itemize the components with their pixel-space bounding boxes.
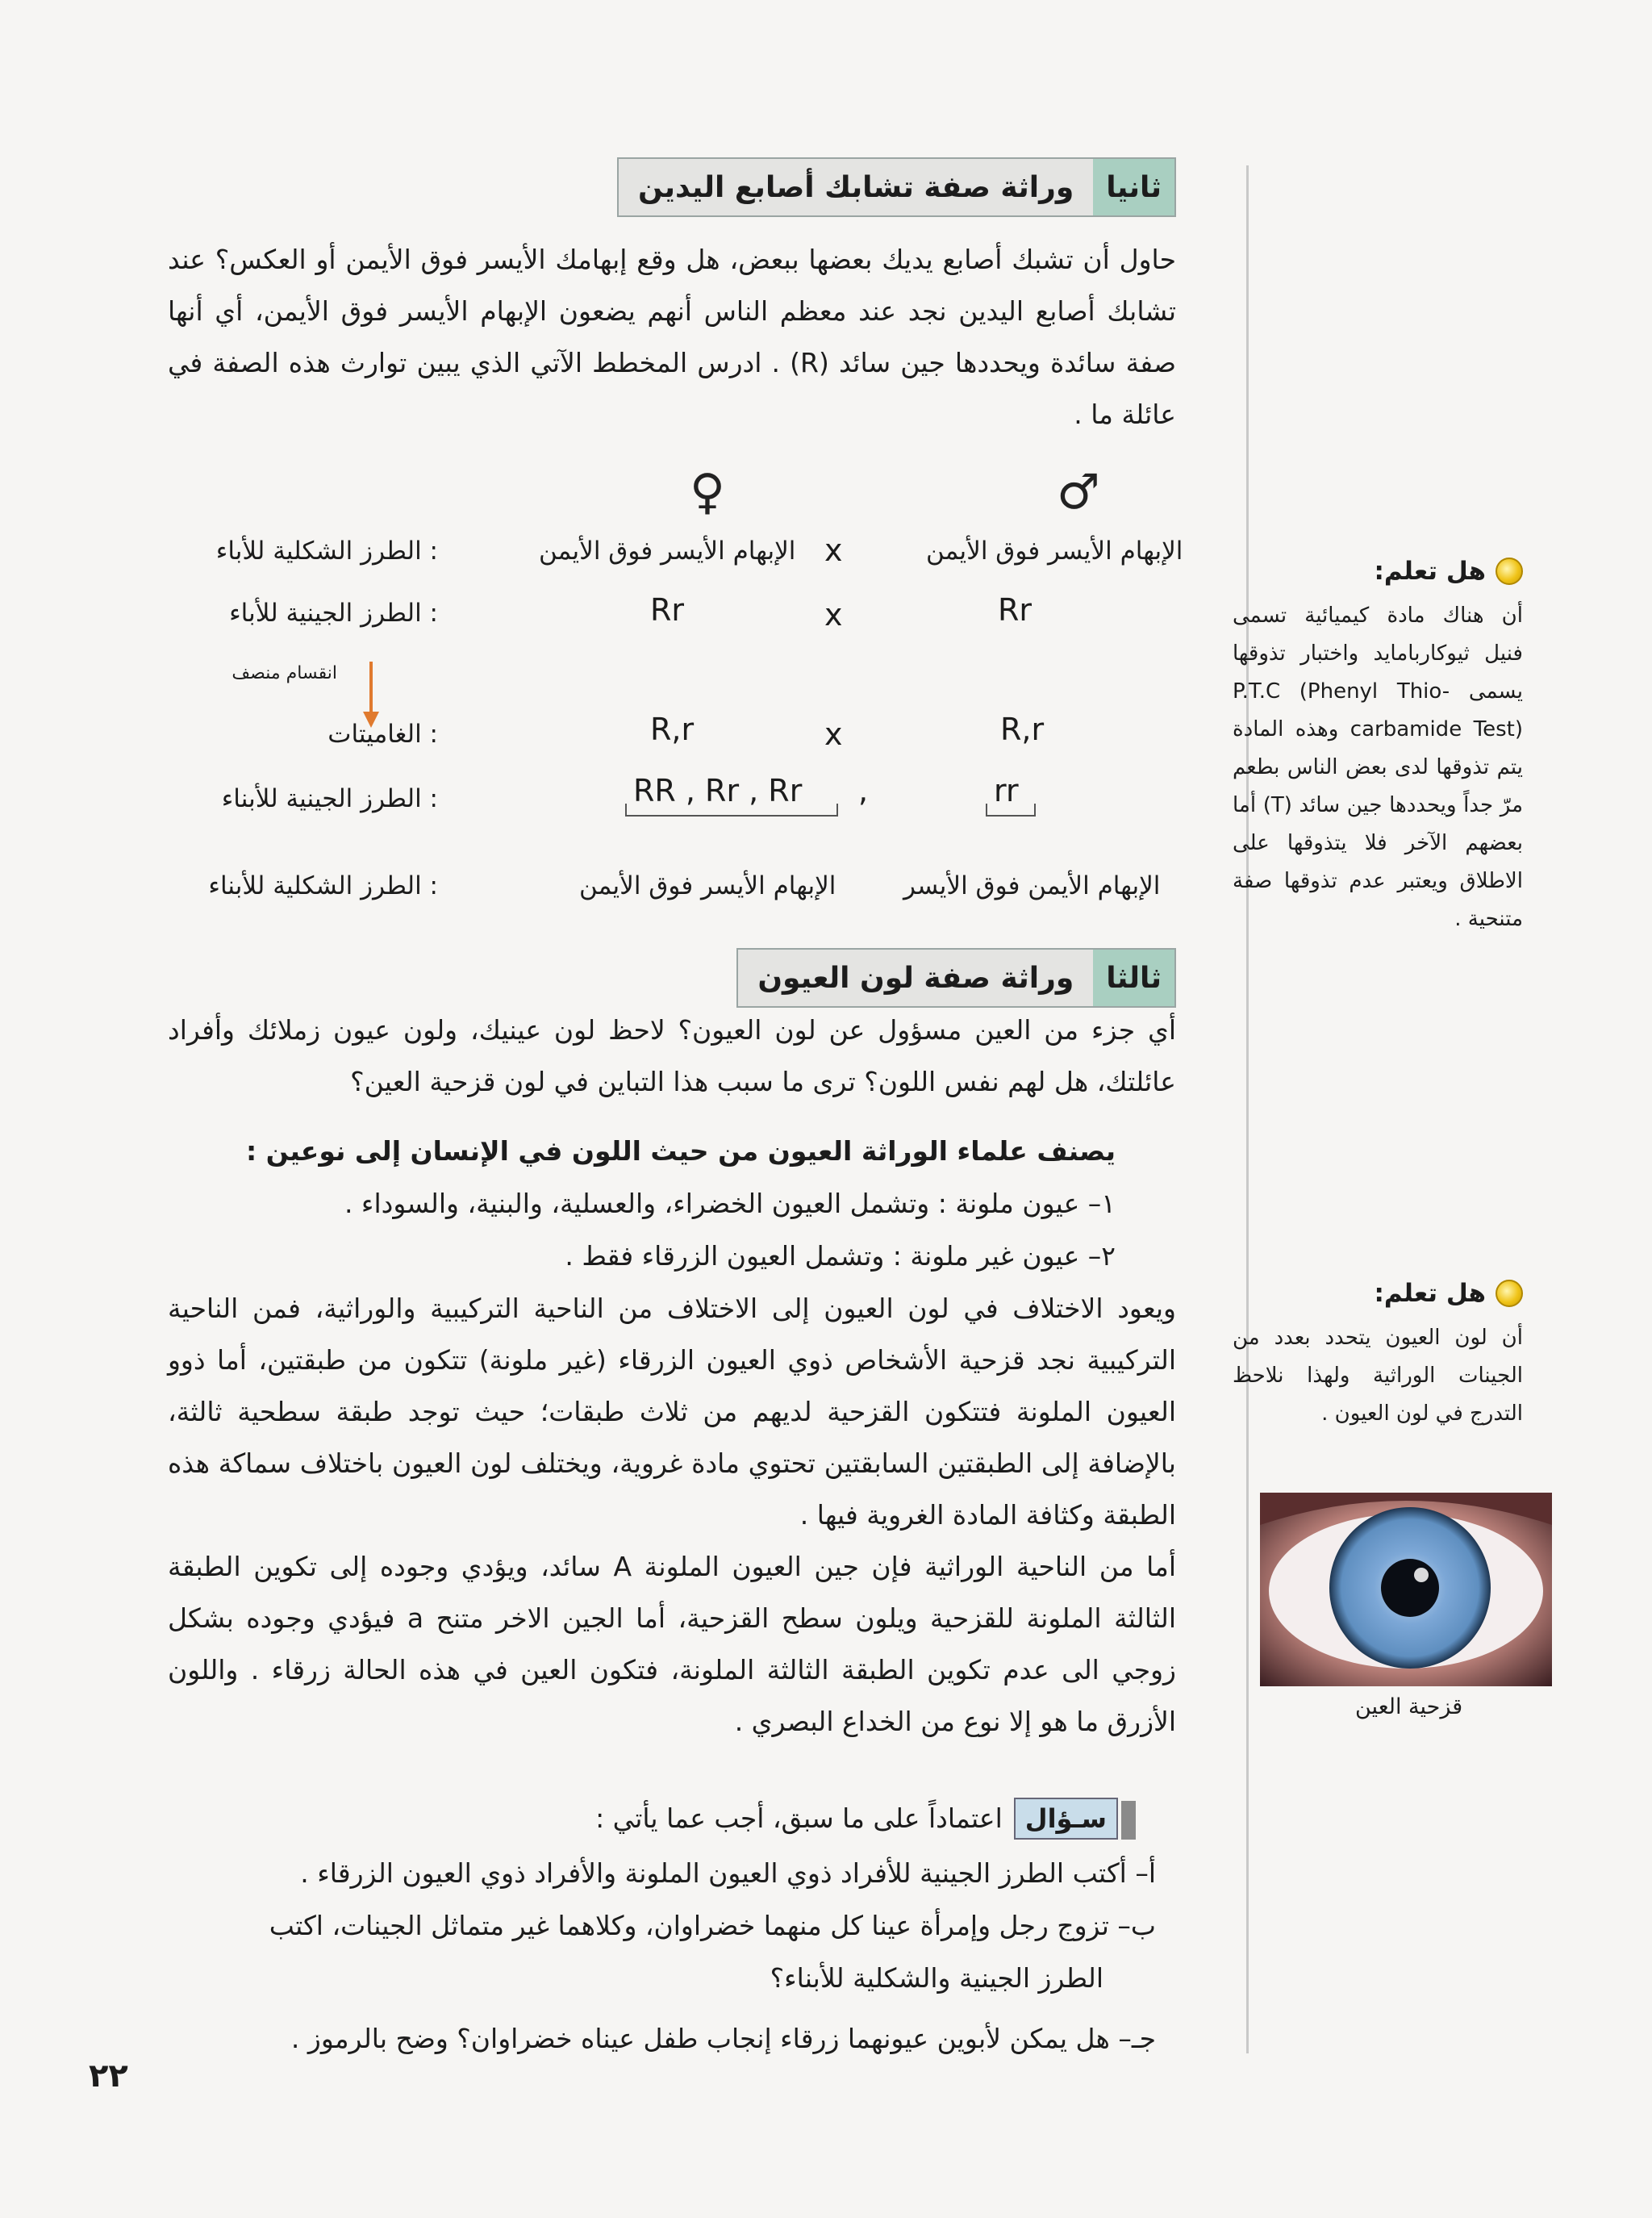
offspring-dominant-bracket bbox=[625, 804, 838, 817]
eyes-intro-paragraph: أي جزء من العين مسؤول عن لون العيون؟ لاحظ لون عينيك، ولون عيون زملائك وأفراد عائلتك، هل لهم نفس اللون؟ ترى ما سبب هذا التباين في لون قزحية العين؟ bbox=[168, 1014, 1176, 1097]
section-heading-fingers bbox=[617, 157, 1176, 217]
male-symbol-icon: ♂ bbox=[1057, 464, 1100, 520]
female-genotype: Rr bbox=[650, 592, 685, 628]
iris-photo bbox=[1260, 1493, 1552, 1686]
section-label: ثالثا bbox=[1093, 950, 1174, 1006]
offspring-comma: , bbox=[858, 773, 869, 808]
classification-item-2: ٢– عيون غير ملونة : وتشمل العيون الزرقاء فقط . bbox=[565, 1240, 1116, 1272]
offspring-phenotype-dominant: الإبهام الأيسر فوق الأيمن bbox=[579, 871, 836, 900]
genetic-paragraph: أما من الناحية الوراثية فإن جين العيون الملونة A سائد، ويؤدي وجوده إلى تكوين الطبقة الثالثة الملونة للقزحية ويلون سطح القزحية، أما الجين الاخر متنح a فيؤدي وجوده بشكل زوجي الى عدم تكوين الطبقة الثالثة الملونة، فتكون العين في هذه الحالة زرقاء . واللون الأزرق ما هو إلا نوع من الخداع البصري . bbox=[168, 1551, 1177, 1737]
section-label: ثانيا bbox=[1093, 159, 1174, 215]
iris-caption: قزحية العين bbox=[1355, 1694, 1463, 1719]
classification-item-1: ١– عيون ملونة : وتشمل العيون الخضراء، والعسلية، والبنية، والسوداء . bbox=[344, 1188, 1116, 1219]
section-title: وراثة صفة لون العيون bbox=[738, 950, 1093, 1006]
cross-x: x bbox=[824, 597, 843, 633]
meiosis-label: انقسام منصف bbox=[232, 663, 337, 683]
male-genotype: Rr bbox=[998, 592, 1032, 628]
structural-paragraph: ويعود الاختلاف في لون العيون إلى الاختلاف من الناحية التركيبية والوراثية، فمن الناحية التركيبية نجد قزحية الأشخاص ذوي العيون الزرقاء (غير ملونة) تتكون من طبقتين، أما ذوو العيون الملونة فتتكون القزحية لديهم من ثلاث طبقات؛ حيث توجد طبقة سطحية ثالثة، بالإضافة إلى الطبقتين السابقتين تحتوي مادة غروية، ويختلف لون العيون باختلاف سماكة هذه الطبقة وكثافة المادة الغروية فيها . bbox=[168, 1293, 1176, 1531]
male-phenotype: الإبهام الأيسر فوق الأيمن bbox=[926, 537, 1183, 566]
question-b-continued: الطرز الجينية والشكلية للأبناء؟ bbox=[770, 1962, 1103, 1994]
label-parent-genotype: : الطرز الجينية للأباء bbox=[229, 599, 438, 628]
fingers-intro-paragraph: حاول أن تشبك أصابع يديك بعضها ببعض، هل وقع إبهامك الأيسر فوق الأيمن أو العكس؟ عند تشابك أصابع اليدين نجد عند معظم الناس أنهم يضعون الإبهام الأيسر فوق الأيمن، أي أنها صفة سائدة ويحددها جين سائد (R) . ادرس المخطط الآتي الذي يبين توارث هذه الصفة في عائلة ما . bbox=[168, 244, 1176, 430]
offspring-phenotype-recessive: الإبهام الأيمن فوق الأيسر bbox=[903, 871, 1161, 900]
female-symbol-icon: ♀ bbox=[690, 464, 725, 520]
did-you-know-title: هل تعلم: bbox=[1375, 1279, 1523, 1308]
question-lead: سـؤالاعتماداً على ما سبق، أجب عما يأتي : bbox=[595, 1793, 1136, 1844]
male-gametes: R,r bbox=[1000, 712, 1045, 747]
offspring-recessive-genotype: rr bbox=[994, 773, 1019, 808]
cross-x: x bbox=[824, 716, 843, 752]
lightbulb-icon bbox=[1496, 558, 1523, 585]
female-gametes: R,r bbox=[650, 712, 695, 747]
question-tag: سـؤال bbox=[1014, 1798, 1118, 1840]
cross-x: x bbox=[824, 533, 843, 568]
female-phenotype: الإبهام الأيسر فوق الأيمن bbox=[539, 537, 796, 566]
label-offspring-phenotype: : الطرز الشكلية للأبناء bbox=[208, 871, 438, 900]
margin-divider bbox=[1246, 165, 1249, 2053]
section-title: وراثة صفة تشابك أصابع اليدين bbox=[619, 159, 1093, 215]
offspring-recessive-bracket bbox=[986, 804, 1036, 817]
question-a: أ– أكتب الطرز الجينية للأفراد ذوي العيون الملونة والأفراد ذوي العيون الزرقاء . bbox=[300, 1857, 1156, 1889]
section-heading-eyes bbox=[736, 948, 1176, 1008]
label-offspring-genotype: : الطرز الجينية للأبناء bbox=[221, 784, 438, 813]
question-c: جـ– هل يمكن لأبوين عيونهما زرقاء إنجاب طفل عيناه خضراوان؟ وضح بالرموز . bbox=[290, 2023, 1156, 2054]
did-you-know-eye-genes-text: أن لون العيون يتحدد بعدد من الجينات الوراثية ولهذا نلاحظ التدرج في لون العيون . bbox=[1233, 1326, 1523, 1426]
question-b: ب– تزوج رجل وإمرأة عينا كل منهما خضراوان، وكلاهما غير متماثل الجينات، اكتب bbox=[269, 1910, 1156, 1941]
lightbulb-icon bbox=[1496, 1280, 1523, 1307]
label-parent-phenotype: : الطرز الشكلية للأباء bbox=[215, 537, 438, 566]
offspring-dominant-genotypes: RR , Rr , Rr bbox=[633, 773, 803, 808]
did-you-know-title: هل تعلم: bbox=[1375, 557, 1523, 586]
page-number: ٢٢ bbox=[89, 2057, 128, 2095]
label-gametes: : الغاميتات bbox=[327, 720, 438, 749]
question-marker-icon bbox=[1121, 1801, 1136, 1840]
classification-heading: يصنف علماء الوراثة العيون من حيث اللون في الإنسان إلى نوعين : bbox=[245, 1135, 1116, 1167]
did-you-know-ptc-text: أن هناك مادة كيميائية تسمى فنيل ثيوكاربامايد واختبار تذوقها يسمى P.T.C (Phenyl Thio-carbamide Test) وهذه المادة يتم تذوقها لدى بعض الناس بطعم مرّ جداً ويحددها جين سائد (T) أما بعضهم الآخر فلا يتذوقها على الاطلاق ويعتبر عدم تذوقها صفة متنحية . bbox=[1233, 604, 1524, 931]
